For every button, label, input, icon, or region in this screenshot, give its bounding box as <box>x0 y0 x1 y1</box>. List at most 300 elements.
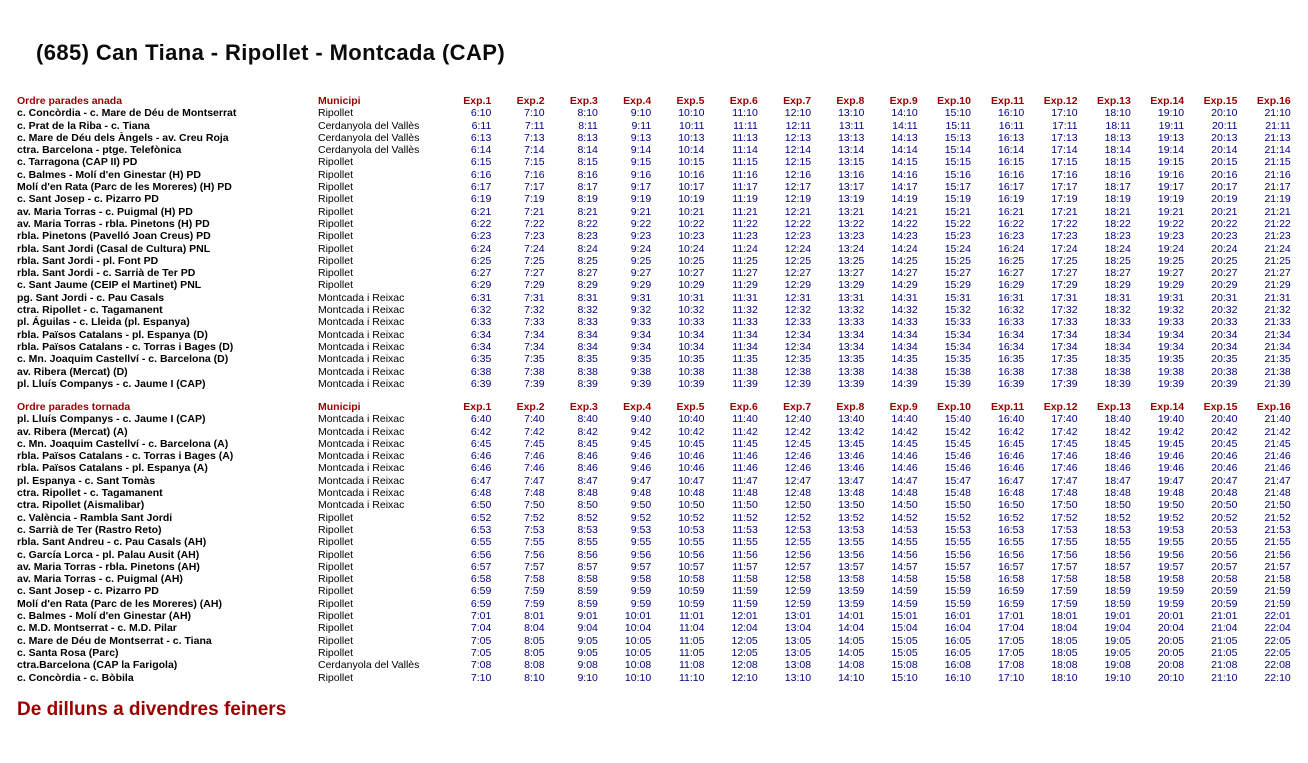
timetable-row <box>17 316 1291 328</box>
time-cell: 6:45 <box>470 437 492 450</box>
time-cell: 19:29 <box>1157 279 1185 292</box>
time-cell: 14:15 <box>891 156 918 169</box>
time-cell: 8:31 <box>577 291 598 304</box>
time-cell: 17:27 <box>1051 267 1078 280</box>
time-cell: 19:15 <box>1157 156 1185 169</box>
timetable-row <box>17 622 1291 634</box>
time-cell: 9:04 <box>577 622 598 635</box>
time-cell: 15:56 <box>944 548 971 561</box>
time-cell: 20:15 <box>1211 156 1238 169</box>
municipi-cell: Cerdanyola del Vallès <box>318 119 420 132</box>
time-cell: 13:10 <box>838 107 865 120</box>
stop-name-cell: c. M.D. Montserrat - c. M.D. Pilar <box>17 622 177 635</box>
time-cell: 9:19 <box>630 193 652 206</box>
municipi-cell: Montcada i Reixac <box>318 377 405 390</box>
time-cell: 21:08 <box>1211 659 1238 672</box>
time-cell: 21:59 <box>1264 585 1291 598</box>
time-cell: 9:55 <box>630 536 652 549</box>
time-cell: 11:34 <box>732 340 758 353</box>
stop-name-cell: rbla. Països Catalans - c. Torras i Bages (D) <box>17 340 234 353</box>
time-cell: 12:32 <box>784 304 812 317</box>
stop-name-cell: rbla. Països Catalans - c. Torras i Bages (A) <box>17 450 234 463</box>
municipi-cell: Montcada i Reixac <box>318 291 405 304</box>
time-cell: 9:56 <box>630 548 652 561</box>
time-cell: 11:48 <box>732 487 758 500</box>
time-cell: 13:50 <box>838 499 865 512</box>
time-cell: 12:35 <box>784 353 812 366</box>
timetable-row <box>17 512 1291 524</box>
time-cell: 21:21 <box>1264 205 1291 218</box>
time-cell: 10:21 <box>678 205 705 218</box>
stop-name-cell: pl. Lluís Companys - c. Jaume I (CAP) <box>17 413 206 426</box>
time-cell: 14:01 <box>838 610 865 623</box>
time-cell: 10:08 <box>624 659 652 672</box>
municipi-cell: Montcada i Reixac <box>318 487 405 500</box>
time-cell: 6:58 <box>470 573 492 586</box>
municipi-cell: Montcada i Reixac <box>318 437 405 450</box>
time-cell: 6:25 <box>470 254 492 267</box>
time-cell: 20:56 <box>1211 548 1238 561</box>
time-cell: 17:56 <box>1051 548 1078 561</box>
timetable-row <box>17 536 1291 548</box>
time-cell: 6:11 <box>471 119 492 132</box>
time-cell: 17:08 <box>997 659 1025 672</box>
time-cell: 9:46 <box>630 462 652 475</box>
time-cell: 15:34 <box>944 328 971 341</box>
time-cell: 21:46 <box>1264 462 1291 475</box>
time-cell: 11:52 <box>732 511 758 524</box>
time-cell: 6:52 <box>470 511 492 524</box>
exp-header-cell: Exp.14 <box>1150 95 1185 107</box>
time-cell: 9:52 <box>630 511 652 524</box>
time-cell: 15:25 <box>944 254 971 267</box>
time-cell: 12:56 <box>784 548 812 561</box>
time-cell: 8:46 <box>577 450 598 463</box>
exp-header-cell: Exp.8 <box>836 401 865 413</box>
time-cell: 6:33 <box>470 316 492 329</box>
municipi-cell: Ripollet <box>318 548 354 561</box>
stop-name-cell: av. Ribera (Mercat) (D) <box>17 365 128 378</box>
time-cell: 14:10 <box>838 671 865 684</box>
municipi-cell: Montcada i Reixac <box>318 316 405 329</box>
time-cell: 16:40 <box>997 413 1025 426</box>
time-cell: 14:47 <box>891 474 918 487</box>
time-cell: 17:45 <box>1051 437 1078 450</box>
timetable-row <box>17 292 1291 304</box>
time-cell: 6:13 <box>470 131 492 144</box>
exp-header-cell: Exp.3 <box>569 401 598 413</box>
time-cell: 15:29 <box>944 279 971 292</box>
time-cell: 14:29 <box>891 279 918 292</box>
municipi-cell: Ripollet <box>318 622 354 635</box>
time-cell: 9:46 <box>630 450 652 463</box>
time-cell: 19:35 <box>1157 353 1185 366</box>
time-cell: 14:16 <box>891 168 918 181</box>
stop-name-cell: c. Mn. Joaquim Castellví - c. Barcelona (A) <box>17 437 229 450</box>
time-cell: 14:45 <box>891 437 918 450</box>
timetable-row <box>17 279 1291 291</box>
stop-name-cell: ctra. Barcelona - ptge. Telefònica <box>17 144 182 157</box>
time-cell: 9:24 <box>630 242 652 255</box>
time-cell: 9:48 <box>630 487 652 500</box>
timetable-row <box>17 218 1291 230</box>
time-cell: 10:31 <box>678 291 705 304</box>
time-cell: 18:10 <box>1104 107 1131 120</box>
timetable-row <box>17 132 1291 144</box>
time-cell: 13:52 <box>838 511 865 524</box>
time-cell: 17:50 <box>1051 499 1078 512</box>
time-cell: 10:19 <box>678 193 705 206</box>
time-cell: 11:16 <box>732 168 758 181</box>
time-cell: 6:17 <box>470 181 492 194</box>
time-cell: 10:40 <box>678 413 705 426</box>
time-cell: 8:15 <box>577 156 598 169</box>
time-cell: 14:23 <box>891 230 918 243</box>
time-cell: 17:59 <box>1051 597 1078 610</box>
time-cell: 8:56 <box>577 548 598 561</box>
time-cell: 16:50 <box>997 499 1025 512</box>
stop-name-cell: rbla. Pinetons (Pavelló Joan Creus) PD <box>17 230 211 243</box>
time-cell: 14:35 <box>891 353 918 366</box>
time-cell: 14:05 <box>838 634 865 647</box>
municipi-cell: Ripollet <box>318 254 354 267</box>
time-cell: 21:27 <box>1264 267 1291 280</box>
time-cell: 15:23 <box>944 230 971 243</box>
time-cell: 19:46 <box>1157 450 1185 463</box>
time-cell: 6:39 <box>470 377 492 390</box>
time-cell: 16:05 <box>944 646 971 659</box>
time-cell: 18:32 <box>1104 304 1131 317</box>
time-cell: 14:25 <box>891 254 918 267</box>
stop-name-cell: c. Concòrdia - c. Bòbila <box>17 671 134 684</box>
time-cell: 7:31 <box>524 291 545 304</box>
time-cell: 18:56 <box>1104 548 1131 561</box>
time-cell: 15:01 <box>891 610 918 623</box>
municipi-cell: Ripollet <box>318 230 354 243</box>
time-cell: 19:13 <box>1157 131 1185 144</box>
time-cell: 9:17 <box>630 181 652 194</box>
time-cell: 8:14 <box>577 144 598 157</box>
time-cell: 17:46 <box>1051 450 1078 463</box>
time-cell: 14:22 <box>891 217 918 230</box>
time-cell: 8:53 <box>577 523 598 536</box>
stop-name-cell: c. Santa Rosa (Parc) <box>17 646 119 659</box>
time-cell: 12:04 <box>731 622 758 635</box>
time-cell: 9:13 <box>630 131 652 144</box>
municipi-cell: Montcada i Reixac <box>318 413 405 426</box>
municipi-cell: Ripollet <box>318 585 354 598</box>
time-cell: 19:10 <box>1104 671 1131 684</box>
time-cell: 14:10 <box>891 107 918 120</box>
time-cell: 22:08 <box>1264 659 1291 672</box>
time-cell: 14:55 <box>891 536 918 549</box>
stop-name-cell: c. Mare de Déu dels Àngels - av. Creu Roja <box>17 131 229 144</box>
time-cell: 6:31 <box>470 291 492 304</box>
time-cell: 14:52 <box>891 511 918 524</box>
time-cell: 13:11 <box>838 119 865 132</box>
timetable-anada <box>17 95 1291 390</box>
timetable-row <box>17 107 1291 119</box>
time-cell: 7:48 <box>524 487 545 500</box>
time-cell: 18:31 <box>1104 291 1131 304</box>
time-cell: 21:29 <box>1264 279 1291 292</box>
time-cell: 17:05 <box>997 634 1025 647</box>
municipi-cell: Ripollet <box>318 646 354 659</box>
time-cell: 10:14 <box>678 144 705 157</box>
time-cell: 7:22 <box>524 217 545 230</box>
time-cell: 7:32 <box>524 304 545 317</box>
time-cell: 10:58 <box>678 573 705 586</box>
time-cell: 18:05 <box>1051 646 1078 659</box>
time-cell: 14:08 <box>838 659 865 672</box>
time-cell: 11:33 <box>732 316 758 329</box>
time-cell: 11:17 <box>732 181 758 194</box>
time-cell: 21:56 <box>1264 548 1291 561</box>
time-cell: 14:19 <box>891 193 918 206</box>
time-cell: 10:47 <box>678 474 705 487</box>
time-cell: 21:45 <box>1264 437 1291 450</box>
time-cell: 12:22 <box>784 217 812 230</box>
time-cell: 10:04 <box>624 622 652 635</box>
municipi-cell: Ripollet <box>318 536 354 549</box>
time-cell: 12:45 <box>784 437 812 450</box>
time-cell: 13:34 <box>838 340 865 353</box>
time-cell: 8:34 <box>577 340 598 353</box>
timetable-row <box>17 144 1291 156</box>
time-cell: 19:25 <box>1157 254 1185 267</box>
time-cell: 7:34 <box>524 340 545 353</box>
time-cell: 21:34 <box>1264 328 1291 341</box>
time-cell: 13:14 <box>838 144 865 157</box>
time-cell: 21:46 <box>1264 450 1291 463</box>
time-cell: 20:34 <box>1211 328 1238 341</box>
time-cell: 8:59 <box>577 585 598 598</box>
timetable-row <box>17 487 1291 499</box>
time-cell: 19:34 <box>1157 328 1185 341</box>
time-cell: 17:31 <box>1051 291 1078 304</box>
time-cell: 6:48 <box>470 487 492 500</box>
time-cell: 15:39 <box>944 377 971 390</box>
time-cell: 17:05 <box>997 646 1025 659</box>
time-cell: 8:16 <box>577 168 598 181</box>
municipi-cell: Montcada i Reixac <box>318 450 405 463</box>
time-cell: 9:35 <box>630 353 652 366</box>
municipi-cell: Cerdanyola del Vallès <box>318 144 420 157</box>
time-cell: 18:04 <box>1051 622 1078 635</box>
time-cell: 17:58 <box>1051 573 1078 586</box>
time-cell: 11:50 <box>732 499 758 512</box>
time-cell: 7:58 <box>524 573 545 586</box>
time-cell: 10:48 <box>678 487 705 500</box>
time-cell: 20:32 <box>1211 304 1238 317</box>
municipi-cell: Ripollet <box>318 156 354 169</box>
time-cell: 12:47 <box>784 474 812 487</box>
time-cell: 20:01 <box>1157 610 1185 623</box>
time-cell: 20:04 <box>1157 622 1185 635</box>
time-cell: 15:05 <box>891 634 918 647</box>
exp-header-cell: Exp.3 <box>569 95 598 107</box>
time-cell: 18:23 <box>1104 230 1131 243</box>
time-cell: 7:15 <box>524 156 545 169</box>
time-cell: 9:08 <box>577 659 598 672</box>
time-cell: 9:40 <box>630 413 652 426</box>
time-cell: 19:33 <box>1157 316 1185 329</box>
time-cell: 6:16 <box>470 168 492 181</box>
time-cell: 15:47 <box>944 474 971 487</box>
time-cell: 12:46 <box>784 462 812 475</box>
time-cell: 7:42 <box>524 425 545 438</box>
timetable-row <box>17 169 1291 181</box>
stop-name-cell: c. Sant Jaume (CEIP el Martinet) PNL <box>17 279 202 292</box>
time-cell: 15:55 <box>944 536 971 549</box>
time-cell: 21:15 <box>1264 156 1291 169</box>
timetable-row <box>17 193 1291 205</box>
stop-name-cell: c. García Lorca - pl. Palau Ausit (AH) <box>17 548 200 561</box>
time-cell: 9:57 <box>630 560 652 573</box>
time-cell: 18:14 <box>1104 144 1131 157</box>
time-cell: 19:10 <box>1157 107 1185 120</box>
time-cell: 20:52 <box>1211 511 1238 524</box>
exp-header-cell: Exp.16 <box>1256 401 1291 413</box>
time-cell: 7:19 <box>524 193 545 206</box>
time-cell: 17:29 <box>1051 279 1078 292</box>
time-cell: 8:35 <box>577 353 598 366</box>
time-cell: 16:46 <box>997 462 1025 475</box>
time-cell: 13:29 <box>838 279 865 292</box>
time-cell: 22:04 <box>1264 622 1291 635</box>
time-cell: 21:35 <box>1264 353 1291 366</box>
time-cell: 15:19 <box>944 193 971 206</box>
time-cell: 14:34 <box>891 340 918 353</box>
time-cell: 7:57 <box>524 560 545 573</box>
time-cell: 8:40 <box>577 413 598 426</box>
timetable-row <box>17 366 1291 378</box>
time-cell: 18:38 <box>1104 365 1131 378</box>
municipi-cell: Montcada i Reixac <box>318 425 405 438</box>
time-cell: 7:35 <box>524 353 545 366</box>
time-cell: 9:11 <box>631 119 652 132</box>
time-cell: 17:04 <box>997 622 1025 635</box>
timetable-row <box>17 426 1291 438</box>
time-cell: 19:05 <box>1104 646 1131 659</box>
time-cell: 14:38 <box>891 365 918 378</box>
time-cell: 16:47 <box>997 474 1025 487</box>
time-cell: 11:56 <box>732 548 758 561</box>
time-cell: 7:08 <box>470 659 492 672</box>
time-cell: 15:35 <box>944 353 971 366</box>
time-cell: 18:53 <box>1104 523 1131 536</box>
time-cell: 10:05 <box>624 634 652 647</box>
time-cell: 6:40 <box>470 413 492 426</box>
time-cell: 13:01 <box>784 610 812 623</box>
time-cell: 7:59 <box>524 585 545 598</box>
time-cell: 11:01 <box>678 610 705 623</box>
stop-name-cell: ctra.Barcelona (CAP la Farigola) <box>17 659 178 672</box>
stop-name-cell: rbla. Sant Jordi - c. Sarrià de Ter PD <box>17 267 196 280</box>
time-cell: 10:10 <box>678 107 705 120</box>
time-cell: 15:31 <box>944 291 971 304</box>
time-cell: 16:25 <box>997 254 1025 267</box>
time-cell: 6:24 <box>470 242 492 255</box>
time-cell: 12:10 <box>731 671 758 684</box>
time-cell: 16:14 <box>997 144 1025 157</box>
time-cell: 17:19 <box>1051 193 1078 206</box>
time-cell: 6:59 <box>470 597 492 610</box>
time-cell: 7:29 <box>524 279 545 292</box>
time-cell: 17:33 <box>1051 316 1078 329</box>
time-cell: 19:27 <box>1157 267 1185 280</box>
time-cell: 12:46 <box>784 450 812 463</box>
stop-name-cell: c. Balmes - Molí d'en Ginestar (H) PD <box>17 168 201 181</box>
time-cell: 11:46 <box>732 450 758 463</box>
timetable-row <box>17 329 1291 341</box>
time-cell: 21:57 <box>1264 560 1291 573</box>
time-cell: 11:29 <box>732 279 758 292</box>
time-cell: 15:08 <box>891 659 918 672</box>
timetable-row <box>17 255 1291 267</box>
time-cell: 10:29 <box>678 279 705 292</box>
timetable-row <box>17 243 1291 255</box>
time-cell: 10:16 <box>678 168 705 181</box>
time-cell: 10:42 <box>678 425 705 438</box>
time-cell: 17:59 <box>1051 585 1078 598</box>
time-cell: 12:59 <box>784 585 812 598</box>
exp-header-cell: Exp.9 <box>889 401 918 413</box>
time-cell: 18:50 <box>1104 499 1131 512</box>
time-cell: 21:01 <box>1211 610 1238 623</box>
time-cell: 17:48 <box>1051 487 1078 500</box>
municipi-cell: Montcada i Reixac <box>318 328 405 341</box>
municipi-cell: Ripollet <box>318 267 354 280</box>
time-cell: 15:52 <box>944 511 971 524</box>
time-cell: 16:23 <box>997 230 1025 243</box>
stop-name-cell: rbla. Sant Jordi (Casal de Cultura) PNL <box>17 242 211 255</box>
time-cell: 20:17 <box>1211 181 1238 194</box>
time-cell: 16:10 <box>997 107 1025 120</box>
time-cell: 11:53 <box>732 523 758 536</box>
time-cell: 9:23 <box>630 230 652 243</box>
time-cell: 10:50 <box>678 499 705 512</box>
time-cell: 7:53 <box>524 523 545 536</box>
time-cell: 19:47 <box>1157 474 1185 487</box>
time-cell: 8:24 <box>577 242 598 255</box>
time-cell: 7:01 <box>470 610 492 623</box>
time-cell: 17:34 <box>1051 340 1078 353</box>
municipi-cell: Ripollet <box>318 523 354 536</box>
time-cell: 21:42 <box>1264 425 1291 438</box>
time-cell: 20:19 <box>1211 193 1238 206</box>
time-cell: 6:34 <box>470 340 492 353</box>
time-cell: 13:35 <box>838 353 865 366</box>
time-cell: 6:57 <box>470 560 492 573</box>
time-cell: 21:22 <box>1264 217 1291 230</box>
municipi-cell: Montcada i Reixac <box>318 499 405 512</box>
time-cell: 12:17 <box>784 181 812 194</box>
time-cell: 11:46 <box>732 462 758 475</box>
time-cell: 21:25 <box>1264 254 1291 267</box>
time-cell: 18:35 <box>1104 353 1131 366</box>
time-cell: 17:42 <box>1051 425 1078 438</box>
time-cell: 8:13 <box>577 131 598 144</box>
time-cell: 9:10 <box>630 107 652 120</box>
time-cell: 7:17 <box>524 181 545 194</box>
exp-header-cell: Exp.11 <box>990 95 1025 107</box>
time-cell: 8:32 <box>577 304 598 317</box>
time-cell: 12:19 <box>784 193 812 206</box>
time-cell: 13:05 <box>784 646 812 659</box>
stops-header-cell: Ordre parades tornada <box>17 401 131 413</box>
time-cell: 12:50 <box>784 499 812 512</box>
